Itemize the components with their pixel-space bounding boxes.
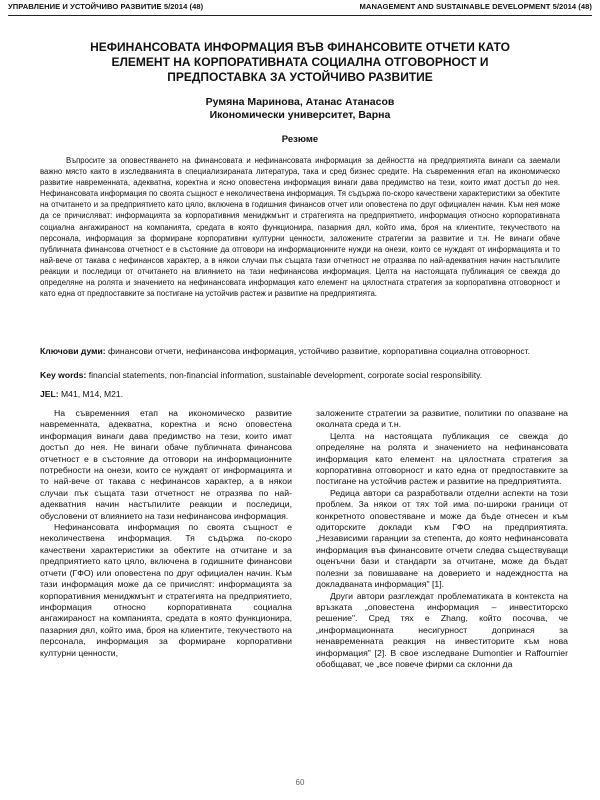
page-number: 60 (295, 778, 305, 787)
author-names: Румяна Маринова, Атанас Атанасов (205, 96, 395, 108)
keywords-bg-text: финансови отчети, нефинансова информация, устойчиво развитие, корпоративна социална отговорност. (105, 346, 530, 356)
running-header-left: УПРАВЛЕНИЕ И УСТОЙЧИВО РАЗВИТИЕ 5/2014 (48) (8, 2, 204, 11)
title-line-2: ЕЛЕМЕНТ НА КОРПОРАТИВНАТА СОЦИАЛНА ОТГОВОРНОСТ И (111, 55, 489, 69)
jel-codes (40, 389, 560, 400)
running-header-right: MANAGEMENT AND SUSTAINABLE DEVELOPMENT 5/2014 (48) (359, 2, 592, 11)
body-paragraph: Целта на настоящата публикация се свежда до определяне на ролята и значението на нефинансовата информация като елемент на цялостната стратегия за корпоративна отговорност и като една от предпоставките за постигане на устойчив растеж и развитие на предприятията. (316, 430, 568, 487)
title-line-3: ПРЕДПОСТАВКА ЗА УСТОЙЧИВО РАЗВИТИЕ (167, 70, 433, 84)
keywords-en (40, 370, 560, 381)
body-paragraph: Други автори разглеждат проблематиката в контекста на връзката „оповестена информация – инвеститорско решение". Сред тях е Zhang, който посочва, че „информационната несигурност допринася за ненавременната реакция на инвеститорите към нова информация" [2]. В свое изследване Dumontier и Raffournier обобщават, че „все повече фирми са склонни да (316, 590, 568, 669)
abstract-heading: Резюме (281, 134, 319, 145)
body-paragraph-continued: заложените стратегии за развитие, политики по опазване на околната среда и т.н. (316, 408, 568, 430)
paper-title (20, 40, 580, 85)
keywords-en-label: Key words: (40, 370, 87, 380)
body-paragraph: На съвременния етап на икономическо развитие навременната, адекватна, коректна и ясно оповестена информация винаги дава предимство на тези, които имат достъп до нея. Не винаги обаче публичната финансова отчетност е в състояние да отговори на информационните потребности на онези, които се нуждаят от информацията и то най-вече от такава с нефинансов характер, а в някои случаи пък същата тази отчетност не отразява по най-адекватния начин настъпилите реакции и последици, обусловени от влиянието на тази нефинансова информация. (40, 408, 292, 521)
keywords-bg-label: Ключови думи: (40, 346, 106, 356)
title-line-1: НЕФИНАНСОВАТА ИНФОРМАЦИЯ ВЪВ ФИНАНСОВИТЕ ОТЧЕТИ КАТО (90, 40, 510, 54)
body-paragraph: Нефинансовата информация по своята същност е неколичествена информация. Тя съдържа по-скоро качествени характеристики за обектите на отчитане и за предприятието като цяло, включена в годишните финансови отчети (ГФО) или оповестена по друг официален начин. Към тази информация може да се причислят: информацията за корпоративния мениджмънт и стратегията на предприятието, информация относно корпоративната социална ангажираност на компанията, средата в която функционира, пазарния дял, който има, броя на клиентите, текучеството на персонала, информация за формиране корпоративни културни ценности, (40, 522, 292, 658)
jel-label: JEL: (40, 389, 59, 399)
body-paragraph: Редица автори са разработвали отделни аспекти на този проблем. За някои от тях той има по-широки граници от конкретното оповестяване и може да бъде отнесен и към одиторските доклади към ГФО на предприятията. „Независими гаранции за степента, до която нефинансовата информация във финансовите отчети следва съществуващи оценъчни бази и стандарти за отчитане, може да бъдат полезни за повишаване на доверието и надеждността на докладваната информация" [1]. (316, 487, 568, 590)
author-affiliation: Икономически университет, Варна (209, 109, 391, 121)
jel-text: M41, M14, M21. (58, 389, 124, 399)
keywords-en-text: financial statements, non-financial information, sustainable development, corporate social responsibility. (86, 370, 483, 380)
keywords-bg (40, 346, 560, 357)
body-column-right (316, 408, 568, 670)
body-column-left (40, 408, 292, 659)
running-header (8, 2, 592, 14)
header-divider (8, 15, 592, 16)
abstract-text: Въпросите за оповестяването на финансовата и нефинансовата информация за дейността на предприятията винаги са заемали важно място както в изследванията в специализираната литература, така и сред бизнес средите. На съвременния етап на икономическо развитие навременната, адекватна, коректна и ясно оповестена информация винаги дава предимство на тези, които имат достъп до нея. Нефинансовата информация по своята същност е неколичествена информация. Тя съдържа по-скоро качествени характеристики за обектите на отчитането и за предприятието като цяло, включена в годишния финансов отчет или оповестена по друг официален начин. Към нея може да се причисляват: информацията за корпоративния мениджмънт и стратегията на предприятието, информация относно корпоративната социална ангажираност на компанията, средата в която функционира, пазарния дял, който има, броя на клиентите, текучеството на персонала, информация за формиране корпоративни културни ценности, заложените стратегии за развитие и т.н. Не винаги обаче публичната финансова отчетност е в състояние да отговори на информационните нужди на онези, които се нуждаят от информацията и то най-вече от такава с нефинансов характер, а в някои случаи пък същата тази отчетност не отразява по най-адекватния начин настъпилите реакции и последици от отчитането на влиянието на тази нефинансова информация. Целта на настоящата публикация се свежда до определяне на ролята и значението на нефинансовата информация като елемент на цялостната стратегия за корпоративна отговорност и като една от предпоставките за постигане на устойчив растеж и развитие на предприятията. (40, 156, 560, 299)
authors-block (0, 96, 600, 122)
